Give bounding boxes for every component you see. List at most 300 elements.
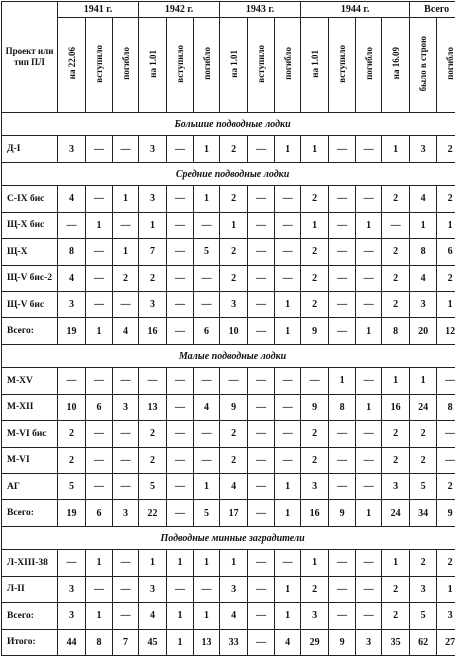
- year-header: 1943 г.: [220, 2, 301, 18]
- table-cell: 3: [139, 136, 167, 162]
- row-label: M-VI: [2, 447, 58, 473]
- subcolumn-header-row: [2, 18, 455, 113]
- table-cell: 1: [275, 500, 301, 526]
- subcolumn-header: [86, 18, 113, 113]
- table-cell: 6: [437, 239, 455, 265]
- subcolumn-header: [113, 18, 139, 113]
- subcolumn-header: [139, 18, 167, 113]
- table-cell: 1: [139, 212, 167, 238]
- table-row: [2, 550, 455, 576]
- table-cell: 1: [275, 291, 301, 317]
- table-cell: —: [167, 500, 194, 526]
- table-cell: 4: [113, 318, 139, 344]
- table-cell: —: [113, 421, 139, 447]
- table-cell: 5: [194, 239, 220, 265]
- row-label: Щ-V бис-2: [2, 265, 58, 291]
- table-cell: 2: [382, 265, 410, 291]
- subcolumn-header-label: вступило: [175, 44, 186, 83]
- table-cell: —: [356, 550, 382, 576]
- table-cell: —: [437, 421, 455, 447]
- table-cell: 19: [58, 500, 86, 526]
- table-cell: 8: [410, 239, 437, 265]
- table-cell: 22: [139, 500, 167, 526]
- table-cell: 7: [139, 239, 167, 265]
- table-cell: —: [167, 265, 194, 291]
- table-cell: 3: [356, 629, 382, 656]
- table-cell: 27: [437, 629, 455, 656]
- table-cell: —: [113, 447, 139, 473]
- table-cell: 2: [382, 239, 410, 265]
- table-cell: 2: [410, 550, 437, 576]
- table-cell: 8: [86, 629, 113, 656]
- table-cell: —: [113, 550, 139, 576]
- table-cell: —: [329, 603, 356, 629]
- table-cell: —: [275, 368, 301, 394]
- row-label: Щ-Х: [2, 239, 58, 265]
- table-row: [2, 629, 455, 656]
- table-cell: —: [248, 421, 275, 447]
- table-cell: 1: [275, 136, 301, 162]
- table-cell: 9: [329, 500, 356, 526]
- section-row: [2, 162, 455, 185]
- table-cell: 9: [437, 500, 455, 526]
- table-cell: —: [113, 603, 139, 629]
- subcolumn-header-label: погибло: [120, 47, 131, 80]
- table-cell: 10: [58, 394, 86, 420]
- table-row: [2, 576, 455, 602]
- table-cell: 2: [382, 186, 410, 212]
- table-cell: 1: [356, 394, 382, 420]
- table-cell: 7: [113, 629, 139, 656]
- table-cell: —: [86, 421, 113, 447]
- subcolumn-header-label: было в строю: [418, 35, 429, 92]
- table-cell: 2: [410, 421, 437, 447]
- subcolumn-header-label: погибло: [363, 47, 374, 80]
- table-cell: —: [329, 186, 356, 212]
- table-row: [2, 421, 455, 447]
- table-cell: 1: [437, 576, 455, 602]
- table-cell: —: [275, 239, 301, 265]
- table-cell: 8: [382, 318, 410, 344]
- table-cell: —: [167, 421, 194, 447]
- row-label: Д-I: [2, 136, 58, 162]
- row-label: Л-II: [2, 576, 58, 602]
- table-cell: 9: [301, 318, 329, 344]
- table-cell: 33: [220, 629, 248, 656]
- subcolumn-header: [167, 18, 194, 113]
- table-cell: 4: [410, 186, 437, 212]
- table-cell: 2: [58, 447, 86, 473]
- subcolumn-header: [275, 18, 301, 113]
- table-cell: 2: [58, 421, 86, 447]
- table-cell: —: [356, 576, 382, 602]
- table-cell: 5: [139, 473, 167, 499]
- table-cell: 3: [139, 576, 167, 602]
- table-cell: 3: [301, 473, 329, 499]
- table-cell: 2: [301, 291, 329, 317]
- subcolumn-header-label: на 22.06: [66, 47, 77, 80]
- project-header-line2: тип ПЛ: [14, 57, 45, 67]
- section-title: Подводные минные заградители: [2, 526, 455, 549]
- table-cell: 3: [410, 576, 437, 602]
- table-cell: —: [248, 576, 275, 602]
- table-cell: 34: [410, 500, 437, 526]
- subcolumn-header-label: на 1.01: [228, 49, 239, 78]
- table-cell: —: [86, 291, 113, 317]
- table-cell: —: [329, 239, 356, 265]
- table-cell: 4: [194, 394, 220, 420]
- table-cell: —: [329, 318, 356, 344]
- table-cell: 2: [382, 421, 410, 447]
- year-header: 1944 г.: [301, 2, 410, 18]
- section-title: Средние подводные лодки: [2, 162, 455, 185]
- subcolumn-header-label: на 16.09: [390, 47, 401, 80]
- table-cell: 1: [382, 136, 410, 162]
- table-cell: 1: [167, 550, 194, 576]
- table-cell: 3: [113, 500, 139, 526]
- table-cell: —: [194, 212, 220, 238]
- subcolumn-header-label: вступило: [337, 44, 348, 83]
- table-cell: —: [58, 212, 86, 238]
- table-cell: 4: [410, 265, 437, 291]
- table-cell: 2: [220, 447, 248, 473]
- table-row: [2, 368, 455, 394]
- table-cell: 3: [58, 136, 86, 162]
- subcolumn-header: [58, 18, 86, 113]
- table-cell: 1: [382, 368, 410, 394]
- subcolumn-header-label: погибло: [282, 47, 293, 80]
- table-cell: 4: [58, 265, 86, 291]
- subcolumn-header: [437, 18, 455, 113]
- subcolumn-header: [194, 18, 220, 113]
- table-cell: 3: [410, 136, 437, 162]
- table-cell: 13: [139, 394, 167, 420]
- table-cell: —: [167, 212, 194, 238]
- table-cell: —: [113, 368, 139, 394]
- table-cell: —: [167, 394, 194, 420]
- table-cell: —: [301, 368, 329, 394]
- table-cell: —: [194, 291, 220, 317]
- table-cell: 1: [167, 629, 194, 656]
- table-cell: —: [275, 265, 301, 291]
- year-header: 1941 г.: [58, 2, 139, 18]
- table-cell: 24: [410, 394, 437, 420]
- table-cell: —: [329, 447, 356, 473]
- table-cell: —: [382, 212, 410, 238]
- table-cell: 1: [194, 550, 220, 576]
- row-label: M-XV: [2, 368, 58, 394]
- table-row: [2, 318, 455, 344]
- table-cell: 8: [437, 394, 455, 420]
- table-cell: 5: [410, 473, 437, 499]
- table-cell: —: [329, 576, 356, 602]
- table-cell: 1: [275, 318, 301, 344]
- table-cell: 2: [410, 447, 437, 473]
- table-cell: 2: [437, 473, 455, 499]
- table-cell: 29: [301, 629, 329, 656]
- section-title: Малые подводные лодки: [2, 344, 455, 367]
- table-cell: —: [248, 447, 275, 473]
- table-cell: —: [113, 473, 139, 499]
- table-cell: 1: [301, 550, 329, 576]
- table-cell: 2: [301, 239, 329, 265]
- row-label: M-XII: [2, 394, 58, 420]
- table-row: [2, 500, 455, 526]
- table-cell: —: [329, 291, 356, 317]
- table-cell: —: [248, 239, 275, 265]
- table-cell: —: [248, 603, 275, 629]
- table-cell: —: [248, 550, 275, 576]
- table-cell: —: [356, 368, 382, 394]
- subcolumn-header-label: погибло: [201, 47, 212, 80]
- table-cell: 9: [301, 394, 329, 420]
- table-cell: 2: [382, 447, 410, 473]
- subcolumn-header-label: на 1.01: [147, 49, 158, 78]
- table-cell: 3: [58, 603, 86, 629]
- table-cell: 8: [58, 239, 86, 265]
- table-cell: 19: [58, 318, 86, 344]
- table-cell: 2: [220, 136, 248, 162]
- table-cell: 3: [382, 473, 410, 499]
- table-cell: —: [275, 394, 301, 420]
- table-cell: 3: [301, 603, 329, 629]
- table-cell: —: [167, 318, 194, 344]
- table-cell: 3: [113, 394, 139, 420]
- project-header: [2, 2, 58, 113]
- table-cell: 1: [86, 212, 113, 238]
- table-cell: 16: [139, 318, 167, 344]
- subcolumn-header: [329, 18, 356, 113]
- table-cell: —: [248, 368, 275, 394]
- table-cell: 1: [139, 550, 167, 576]
- section-row: [2, 526, 455, 549]
- table-cell: —: [356, 421, 382, 447]
- table-cell: 6: [86, 500, 113, 526]
- table-cell: 1: [86, 603, 113, 629]
- table-cell: 2: [437, 136, 455, 162]
- table-cell: —: [194, 265, 220, 291]
- year-header: Всего: [410, 2, 455, 18]
- table-cell: —: [248, 212, 275, 238]
- table-cell: 1: [220, 212, 248, 238]
- table-cell: 2: [301, 265, 329, 291]
- table-cell: 12: [437, 318, 455, 344]
- table-cell: 6: [86, 394, 113, 420]
- table-cell: 1: [301, 136, 329, 162]
- year-header: 1942 г.: [139, 2, 220, 18]
- table-row: [2, 239, 455, 265]
- table-cell: 20: [410, 318, 437, 344]
- table-cell: 4: [220, 473, 248, 499]
- table-cell: —: [356, 603, 382, 629]
- table-cell: 1: [410, 212, 437, 238]
- table-cell: —: [356, 136, 382, 162]
- table-cell: 9: [220, 394, 248, 420]
- section-row: [2, 113, 455, 136]
- table-cell: —: [248, 394, 275, 420]
- table-cell: 2: [437, 550, 455, 576]
- table-cell: —: [248, 265, 275, 291]
- table-cell: 3: [410, 291, 437, 317]
- subcolumn-header: [220, 18, 248, 113]
- table-cell: —: [248, 186, 275, 212]
- table-cell: —: [86, 473, 113, 499]
- table-cell: —: [275, 550, 301, 576]
- table-cell: 8: [329, 394, 356, 420]
- row-label: С-IX бис: [2, 186, 58, 212]
- table-cell: 1: [356, 212, 382, 238]
- table-row: [2, 291, 455, 317]
- table-cell: —: [113, 291, 139, 317]
- table-row: [2, 265, 455, 291]
- row-label: Щ-Х бис: [2, 212, 58, 238]
- table-cell: —: [248, 629, 275, 656]
- subcolumn-header: [356, 18, 382, 113]
- row-label: Всего:: [2, 500, 58, 526]
- section-title: Большие подводные лодки: [2, 113, 455, 136]
- table-cell: 4: [275, 629, 301, 656]
- table-cell: —: [86, 368, 113, 394]
- section-row: [2, 344, 455, 367]
- table-row: [2, 603, 455, 629]
- table-cell: —: [167, 291, 194, 317]
- table-cell: 3: [58, 576, 86, 602]
- table-cell: 2: [301, 421, 329, 447]
- table-cell: 16: [301, 500, 329, 526]
- table-cell: —: [167, 576, 194, 602]
- table-cell: 1: [194, 136, 220, 162]
- table-body: [2, 113, 455, 656]
- table-cell: —: [437, 368, 455, 394]
- table-cell: 17: [220, 500, 248, 526]
- table-cell: 2: [139, 265, 167, 291]
- table-cell: —: [194, 447, 220, 473]
- table-cell: 5: [194, 500, 220, 526]
- table-row: [2, 136, 455, 162]
- table-cell: —: [437, 447, 455, 473]
- table-cell: —: [356, 447, 382, 473]
- table-cell: —: [248, 136, 275, 162]
- table-cell: —: [113, 212, 139, 238]
- table-cell: 1: [86, 318, 113, 344]
- table-cell: 1: [275, 576, 301, 602]
- table-cell: 2: [220, 421, 248, 447]
- table-cell: 1: [437, 291, 455, 317]
- subcolumn-header: [301, 18, 329, 113]
- table-cell: 45: [139, 629, 167, 656]
- table-cell: 2: [301, 576, 329, 602]
- table-cell: —: [167, 447, 194, 473]
- subcolumn-header-label: вступило: [256, 44, 267, 83]
- table-cell: —: [356, 291, 382, 317]
- table-cell: 3: [220, 576, 248, 602]
- table-cell: 1: [113, 239, 139, 265]
- table-cell: 13: [194, 629, 220, 656]
- table-cell: —: [329, 212, 356, 238]
- table-cell: 1: [437, 212, 455, 238]
- table-cell: —: [329, 550, 356, 576]
- table-cell: 4: [58, 186, 86, 212]
- submarine-table: [1, 1, 455, 656]
- table-cell: 3: [139, 186, 167, 212]
- table-cell: 9: [329, 629, 356, 656]
- table-cell: 2: [301, 447, 329, 473]
- table-cell: 3: [437, 603, 455, 629]
- table-cell: 1: [275, 603, 301, 629]
- table-cell: —: [275, 421, 301, 447]
- year-header-row: [2, 2, 455, 18]
- table-cell: —: [86, 239, 113, 265]
- table-cell: —: [329, 473, 356, 499]
- table-cell: 1: [301, 212, 329, 238]
- row-label: Всего:: [2, 318, 58, 344]
- table-cell: —: [329, 136, 356, 162]
- table-cell: —: [167, 136, 194, 162]
- table-cell: —: [275, 447, 301, 473]
- table-cell: 2: [220, 239, 248, 265]
- table-cell: —: [58, 550, 86, 576]
- table-row: [2, 186, 455, 212]
- table-cell: —: [86, 265, 113, 291]
- table-cell: —: [167, 368, 194, 394]
- table-cell: 1: [167, 603, 194, 629]
- table-cell: —: [329, 265, 356, 291]
- table-cell: —: [194, 368, 220, 394]
- table-cell: 1: [86, 550, 113, 576]
- table-cell: —: [356, 186, 382, 212]
- table-cell: —: [194, 421, 220, 447]
- table-cell: —: [248, 473, 275, 499]
- row-label: Щ-V бис: [2, 291, 58, 317]
- table-cell: 16: [382, 394, 410, 420]
- row-label: Л-XIII-38: [2, 550, 58, 576]
- table-cell: —: [58, 368, 86, 394]
- table-cell: 2: [113, 265, 139, 291]
- table-cell: —: [167, 239, 194, 265]
- table-cell: 1: [194, 603, 220, 629]
- table-cell: —: [167, 186, 194, 212]
- table-cell: 5: [410, 603, 437, 629]
- table-cell: 1: [113, 186, 139, 212]
- table-cell: —: [220, 368, 248, 394]
- table-cell: 1: [194, 473, 220, 499]
- table-cell: 1: [410, 368, 437, 394]
- table-cell: 1: [329, 368, 356, 394]
- row-label: Всего:: [2, 603, 58, 629]
- table-cell: 4: [139, 603, 167, 629]
- table-cell: —: [113, 576, 139, 602]
- table-row: [2, 394, 455, 420]
- table-cell: 2: [437, 265, 455, 291]
- table-cell: 1: [220, 550, 248, 576]
- table-cell: —: [113, 136, 139, 162]
- table-cell: 2: [220, 265, 248, 291]
- table-cell: —: [248, 318, 275, 344]
- table-cell: 6: [194, 318, 220, 344]
- table-cell: 3: [220, 291, 248, 317]
- table-cell: —: [167, 473, 194, 499]
- table-cell: —: [356, 265, 382, 291]
- row-label: АГ: [2, 473, 58, 499]
- table-cell: —: [194, 576, 220, 602]
- table-cell: —: [356, 239, 382, 265]
- row-label: M-VI бис: [2, 421, 58, 447]
- table-cell: —: [86, 136, 113, 162]
- table-cell: 2: [301, 186, 329, 212]
- table-cell: 2: [139, 421, 167, 447]
- table-cell: 2: [437, 186, 455, 212]
- table-cell: 24: [382, 500, 410, 526]
